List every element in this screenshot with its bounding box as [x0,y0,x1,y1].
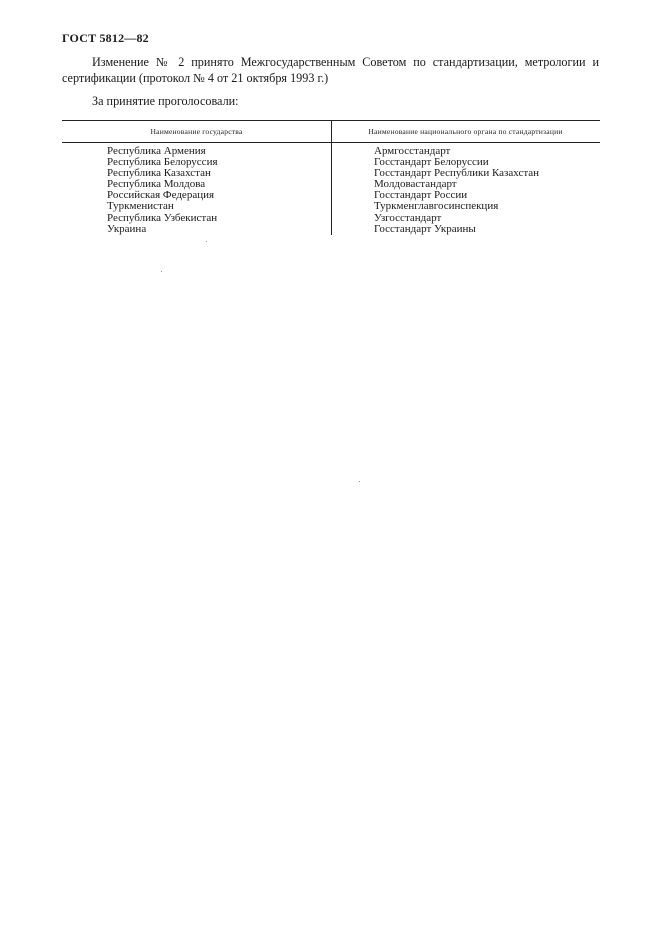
state-cell: Туркменистан [107,200,174,213]
standards-body-cell: Госстандарт Украины [374,222,476,235]
state-cell: Украина [107,222,147,235]
standards-body-cell: Армгосстандарт [374,145,451,157]
standards-body-cell: Госстандарт России [374,189,468,202]
state-cell: Республика Молдова [107,178,206,191]
standards-body-column [331,146,600,235]
standards-body-cell: Госстандарт Белоруссии [374,156,489,169]
header-standards-body: Наименование национального органа по стандартизации [368,127,563,136]
voted-label: За принятие проголосовали: [92,94,239,108]
standards-body-cell: Госстандарт Республики Казахстан [374,167,540,180]
header-state: Наименование государства [150,127,243,136]
state-cell: Российская Федерация [107,189,215,202]
standards-body-cell: Туркменглавгосинспекция [374,200,499,213]
amendment-paragraph: Изменение № 2 принято Межгосударственным Советом по стандартизации, метрологии и сертификации (протокол № 4 от 21 октября 1993 г.) [62,55,599,85]
scan-speck [161,271,162,272]
scan-speck [359,481,360,482]
state-cell: Республика Узбекистан [107,211,218,224]
voting-table [62,120,600,235]
state-cell: Республика Армения [107,145,206,157]
state-cell: Республика Белоруссия [107,156,218,169]
table-header [62,120,600,143]
state-cell: Республика Казахстан [107,167,211,180]
state-column [62,146,331,235]
document-number: ГОСТ 5812—82 [62,31,149,45]
scan-speck [206,241,207,242]
standards-body-cell: Молдовастандарт [374,178,457,191]
standards-body-cell: Узгосстандарт [374,211,442,224]
